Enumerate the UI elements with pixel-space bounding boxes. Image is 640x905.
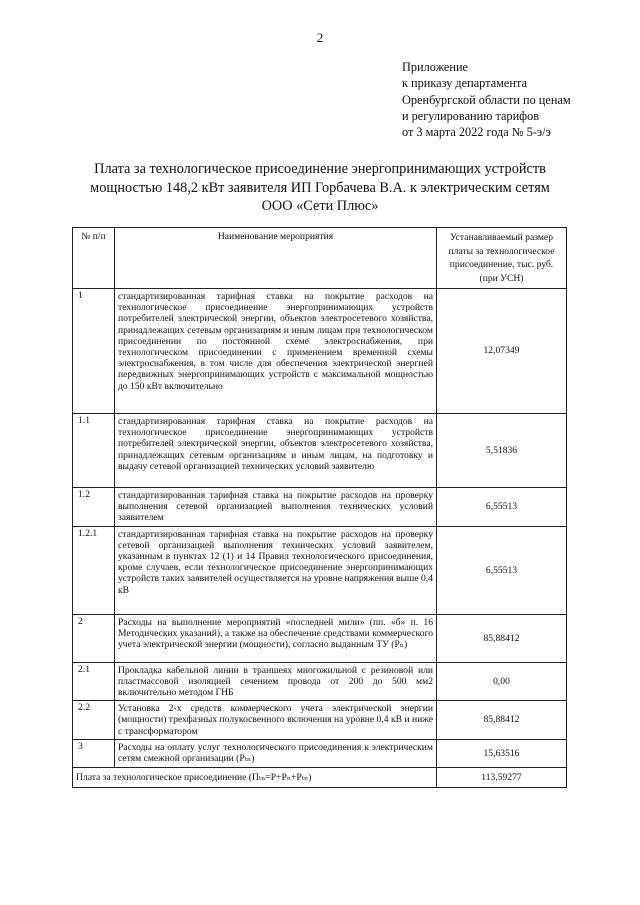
table-row: [73, 488, 567, 527]
row-description: Прокладка кабельной линии в траншеях многожильной с резиновой или пластмассовой изоляцией сечением провода от 200 до 500 мм2 включительно методом ГНБ: [115, 662, 437, 701]
title-line: мощностью 148,2 кВт заявителя ИП Горбачева В.А. к электрическим сетям: [90, 179, 550, 196]
appendix-line: и регулированию тарифов: [402, 108, 540, 123]
header-value: Устанавливаемый размер платы за технологическое присоединение, тыс. руб. (при УСН): [437, 228, 567, 289]
table-header-row: [73, 228, 567, 289]
row-value: 85,88412: [437, 701, 567, 740]
row-num: 3: [73, 739, 115, 767]
row-num: 2.1: [73, 662, 115, 701]
row-description: Установка 2-х средств коммерческого учета электрической энергии (мощности) трехфазных полукосвенного включения на уровне 0,4 кВ и ниже с трансформатором: [115, 701, 437, 740]
header-num: № п/п: [73, 228, 115, 289]
page-number: 2: [316, 30, 324, 45]
row-num: 2: [73, 614, 115, 662]
appendix-line: к приказу департамента: [402, 76, 527, 91]
total-value: 113,59277: [437, 767, 567, 787]
appendix-line: от 3 марта 2022 года № 5-э/э: [402, 125, 551, 140]
header-description: Наименование мероприятия: [115, 228, 437, 289]
row-value: 6,55513: [437, 526, 567, 614]
appendix-line: Приложение: [402, 60, 468, 74]
row-value: 15,63516: [437, 739, 567, 767]
total-label: Плата за технологическое присоединение (Пₜₙ=Р+Рₙ+Рₜₙ): [73, 767, 437, 787]
row-description: стандартизированная тарифная ставка на покрытие расходов на технологическое присоединение энергопринимающих устройств потребителей электрической энергии, объектов электросетевого хозяйства, принадлежащих сетевым организациям и иным лицам при технологическом присоединении по постоянной схеме электроснабжения, при технологическом присоединении с применением временной схемы электроснабжения, в том числе для обеспечения электрической энергией передвижных энергопринимающих устройств с максимальной мощностью до 150 кВт включительно: [115, 289, 437, 414]
title-line: ООО «Сети Плюс»: [261, 198, 379, 214]
row-num: 1.2.1: [73, 526, 115, 614]
row-value: 0,00: [437, 662, 567, 701]
row-value: 5,51836: [437, 414, 567, 488]
table-row: [73, 662, 567, 701]
row-description: стандартизированная тарифная ставка на покрытие расходов на проверку выполнения сетевой организацией выполнения технических условий заявителем: [115, 488, 437, 527]
total-row: [73, 767, 567, 787]
row-num: 1.1: [73, 414, 115, 488]
appendix-block: [402, 59, 571, 140]
document-title: [40, 160, 600, 216]
row-num: 1: [73, 289, 115, 414]
table-row: [73, 289, 567, 414]
table-row: [73, 614, 567, 662]
row-num: 2.2: [73, 701, 115, 740]
table-row: [73, 701, 567, 740]
title-line: Плата за технологическое присоединение энергопринимающих устройств: [94, 161, 546, 177]
row-description: стандартизированная тарифная ставка на покрытие расходов на проверку сетевой организацией выполнения технических условий заявителем, указанным в пунктах 12 (1) и 14 Правил технологического присоединения, кроме случаев, если технологическое присоединение энергопринимающих устройств таких заявителей осуществляется на уровне напряжения выше 0,4 кВ: [115, 526, 437, 614]
table-row: [73, 414, 567, 488]
row-description: Расходы на оплату услуг технологического присоединения к электрическим сетям смежной организации (Pₜₙ): [115, 739, 437, 767]
table-row: [73, 739, 567, 767]
row-value: 6,55513: [437, 488, 567, 527]
row-description: стандартизированная тарифная ставка на покрытие расходов на технологическое присоединение энергопринимающих устройств потребителей электрической энергии, объектов электросетевого хозяйства, принадлежащих сетевым организациям и иным лицам, на подготовку и выдачу сетевой организацией технических условий заявителю: [115, 414, 437, 488]
appendix-line: Оренбургской области по ценам: [402, 92, 571, 107]
row-value: 85,88412: [437, 614, 567, 662]
fee-table: [72, 227, 567, 788]
row-num: 1.2: [73, 488, 115, 527]
row-value: 12,07349: [437, 289, 567, 414]
table-row: [73, 526, 567, 614]
row-description: Расходы на выполнение мероприятий «последней мили» (пп. «б» п. 16 Методических указаний), а также на обеспечение средствами коммерческого учета электрической энергии (мощности), согласно выданным ТУ (Рₙ): [115, 614, 437, 662]
